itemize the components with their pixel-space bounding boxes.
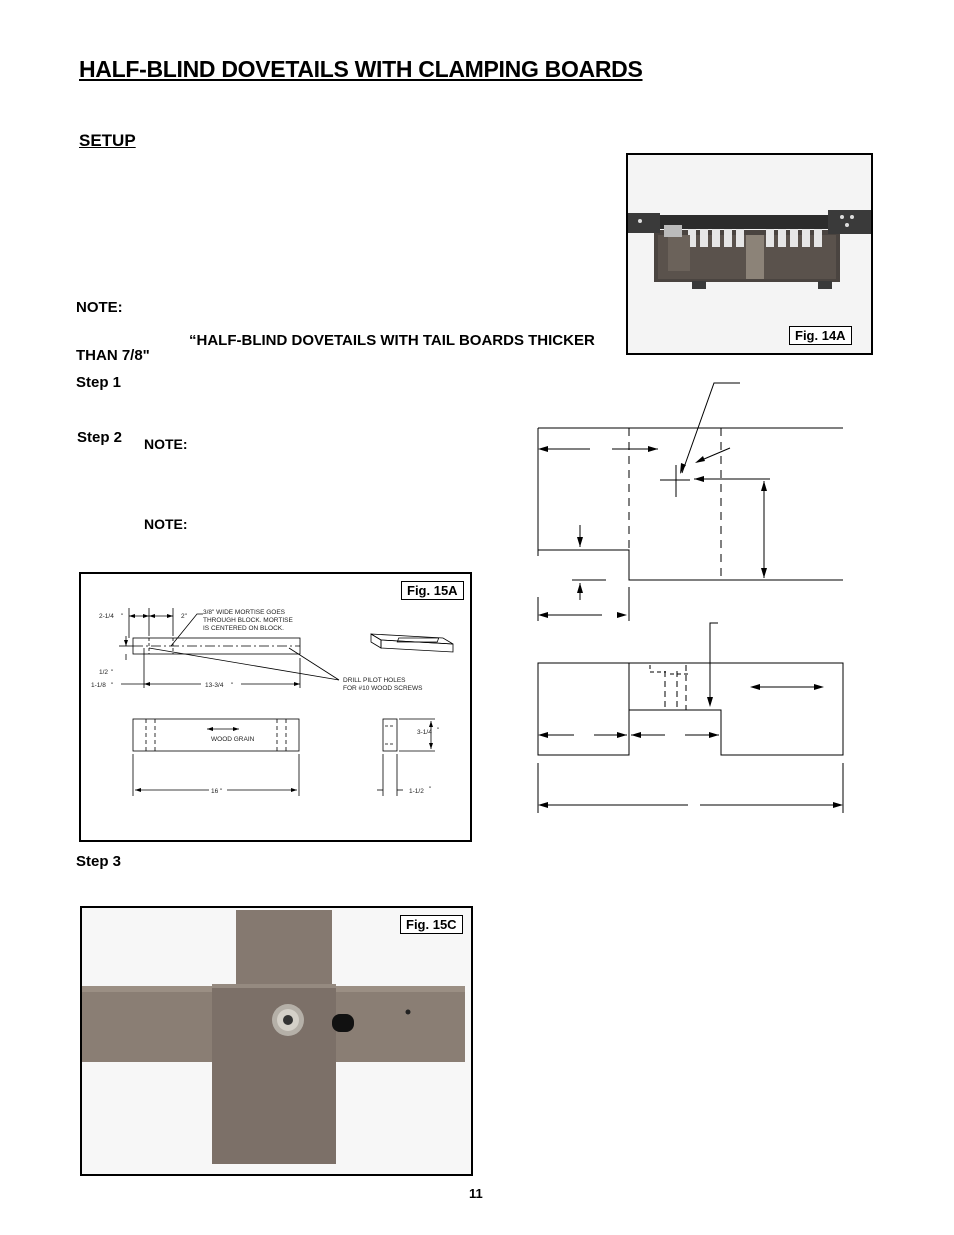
step-1-label: Step 1 — [76, 374, 122, 391]
mortise-note-line1: 3/8" WIDE MORTISE GOES — [203, 609, 286, 616]
dim-inch-mark-4: " — [231, 682, 234, 689]
reference-heading-line2: THAN 7/8" — [76, 347, 150, 364]
fig-15a-label: Fig. 15A — [401, 581, 464, 600]
clamping-block-photo — [82, 908, 471, 1174]
dim-inch-mark-1: " — [121, 613, 124, 620]
page-title: HALF-BLIND DOVETAILS WITH CLAMPING BOARDS — [79, 56, 643, 82]
step-3-label: Step 3 — [76, 853, 122, 870]
note-label-3: NOTE: — [144, 516, 188, 532]
fig-15c-label: Fig. 15C — [400, 915, 463, 934]
page-number: 11 — [469, 1186, 483, 1201]
reference-heading-line1: “HALF-BLIND DOVETAILS WITH TAIL BOARDS THICKER — [189, 332, 595, 349]
mortise-note-line3: IS CENTERED ON BLOCK. — [203, 625, 284, 632]
dim-1-1-2: 1-1/2 — [409, 788, 424, 795]
figure-15a — [79, 572, 472, 842]
figure-15c — [80, 906, 473, 1176]
clamping-block-drawing — [81, 574, 470, 840]
dim-inch-mark-6: " — [429, 786, 432, 793]
dim-1-1-8: 1-1/8 — [91, 682, 106, 689]
figure-14a — [626, 153, 873, 355]
section-heading-setup: SETUP — [79, 131, 136, 150]
note-label-1: NOTE: — [76, 299, 123, 316]
fig-14a-label: Fig. 14A — [789, 326, 852, 345]
wood-grain-label: WOOD GRAIN — [211, 736, 255, 743]
note-label-2: NOTE: — [144, 436, 188, 452]
dim-13-3-4: 13-3/4 — [205, 682, 224, 689]
layout-diagram — [530, 375, 850, 820]
drill-note-line2: FOR #10 WOOD SCREWS — [343, 685, 423, 692]
dim-half: 1/2 — [99, 669, 109, 676]
dim-2-1-4: 2-1/4 — [99, 613, 114, 620]
dim-2-in: 2" — [181, 613, 187, 620]
dim-16: 16 " — [211, 788, 223, 795]
dim-inch-mark-2: " — [111, 669, 114, 676]
step-2-label: Step 2 — [77, 429, 123, 446]
mortise-note-line2: THROUGH BLOCK. MORTISE — [203, 617, 293, 624]
drill-note-line1: DRILL PILOT HOLES — [343, 677, 406, 684]
dim-3-1-4: 3-1/4 — [417, 729, 432, 736]
dovetail-jig-photo — [628, 155, 871, 353]
dim-inch-mark-5: " — [437, 727, 440, 734]
dim-inch-mark-3: " — [111, 682, 114, 689]
